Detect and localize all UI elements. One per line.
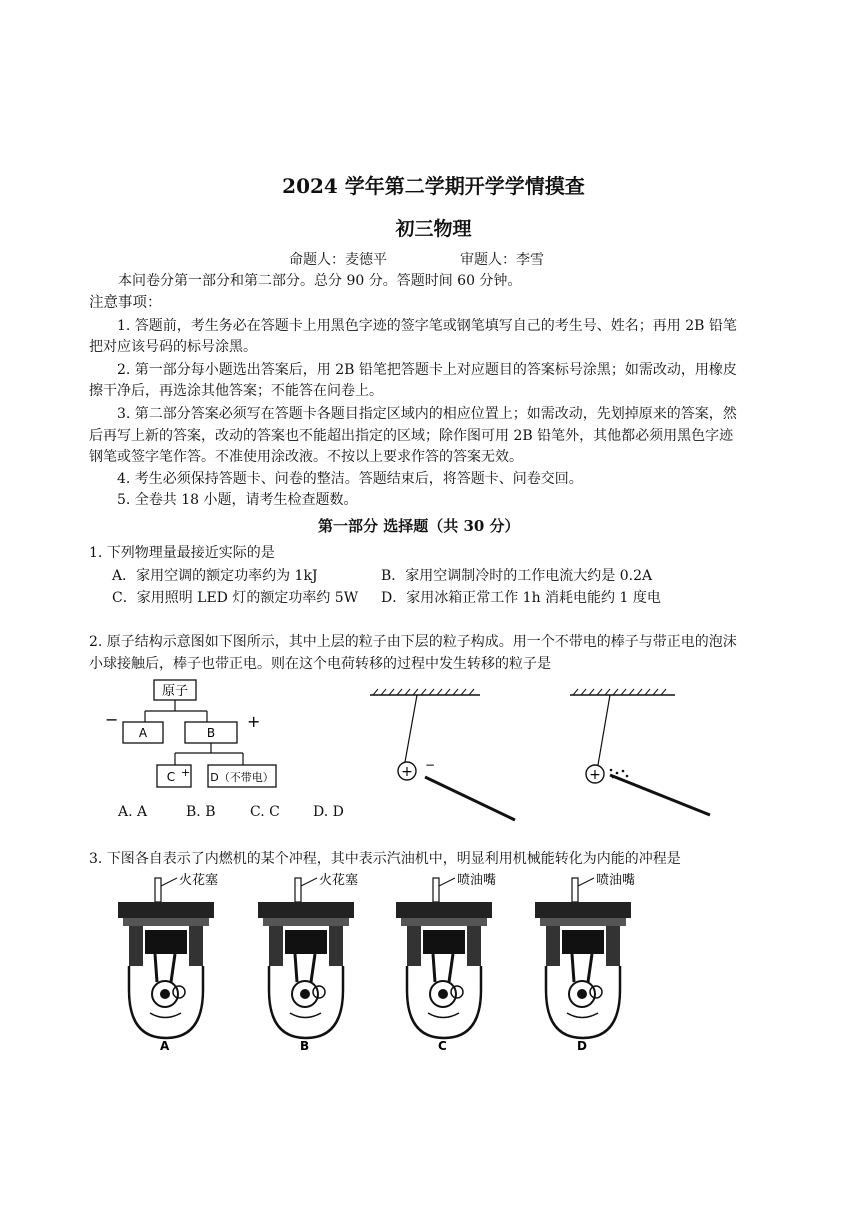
q2-option-a: A. A [118, 804, 148, 820]
engine-diagram [255, 870, 390, 1055]
atom-structure-diagram [95, 675, 315, 800]
engine-part-label: 火花塞 [179, 873, 219, 888]
engine-letter: B [300, 1039, 310, 1053]
note-line: 4. 考生必须保持答题卡、问卷的整洁。答题结束后，将答题卡、问卷交回。 [117, 471, 583, 487]
exam-title: 2024 学年第二学期开学学情摸查 [282, 174, 585, 198]
setter: 命题人：麦德平 [289, 252, 387, 268]
particle-d-label: D（不带电） [210, 771, 274, 784]
q3-stem: 3. 下图各自表示了内燃机的某个冲程，其中表示汽油机中，明显利用机械能转化为内能的冲程是 [89, 851, 681, 867]
engine-part-label: 喷油嘴 [457, 873, 497, 888]
note-line: 1. 答题前，考生务必在答题卡上用黑色字迹的签字笔或钢笔填写自己的考生号、姓名；再用 2B 铅笔 [117, 318, 737, 334]
engine-diagram [532, 870, 667, 1055]
engine-part-label: 喷油嘴 [596, 873, 636, 888]
engine-diagram [393, 870, 528, 1055]
q2-option-d: D. D [313, 804, 344, 820]
q2-stem: 2. 原子结构示意图如下图所示，其中上层的粒子由下层的粒子构成。用一个不带电的棒子与带正电的泡沫 [89, 634, 737, 650]
charged-ball-diagrams [365, 685, 715, 845]
ball-charge-sign: + [589, 767, 601, 783]
note-line: 3. 第二部分答案必须写在答题卡各题目指定区域内的相应位置上；如需改动，先划掉原来的答案，然 [117, 406, 737, 422]
plus-sign: + [247, 712, 261, 731]
q1-option-c: C．家用照明 LED 灯的额定功率约 5W [112, 590, 359, 606]
minus-sign: − [105, 710, 119, 729]
engine-letter: C [438, 1039, 447, 1053]
section-heading: 第一部分 选择题（共 30 分） [318, 517, 520, 535]
q1-option-a: A．家用空调的额定功率约为 1kJ [112, 568, 318, 584]
note-line: 把对应该号码的标号涂黑。 [89, 339, 257, 355]
subject-title: 初三物理 [395, 218, 472, 240]
engine-letter: D [577, 1039, 587, 1053]
rod-charge-sign: − [425, 758, 436, 772]
q1-option-b: B．家用空调制冷时的工作电流大约是 0.2A [381, 568, 653, 584]
particle-b-label: B [206, 726, 216, 740]
q2-stem-cont: 小球接触后，棒子也带正电。则在这个电荷转移的过程中发生转移的粒子是 [89, 656, 551, 672]
atom-root-label: 原子 [161, 684, 189, 699]
note-line: 5. 全卷共 18 小题，请考生检查题数。 [117, 492, 358, 508]
notes-heading: 注意事项： [89, 295, 162, 311]
reviewer: 审题人：李雪 [460, 252, 544, 268]
q1-stem: 1. 下列物理量最接近实际的是 [89, 545, 275, 561]
q1-option-d: D．家用冰箱正常工作 1h 消耗电能约 1 度电 [381, 590, 661, 606]
ball-charge-sign: + [401, 764, 413, 780]
q2-option-c: C. C [250, 804, 280, 820]
note-line: 2. 第一部分每小题选出答案后，用 2B 铅笔把答题卡上对应题目的答案标号涂黑；如需改动，用橡皮 [117, 362, 737, 378]
note-line: 钢笔或签字笔作答。不准使用涂改液。不按以上要求作答的答案无效。 [89, 449, 523, 465]
note-line: 后再写上新的答案，改动的答案也不能超出指定的区域；除作图可用 2B 铅笔外，其他都必须用黑色字迹 [89, 428, 734, 444]
engine-letter: A [160, 1039, 170, 1053]
particle-a-label: A [138, 726, 148, 740]
particle-c-label: C [166, 770, 176, 784]
q2-option-b: B. B [186, 804, 216, 820]
note-line: 擦干净后，再选涂其他答案；不能答在问卷上。 [89, 383, 383, 399]
engine-part-label: 火花塞 [319, 873, 359, 888]
engine-diagram [115, 870, 250, 1055]
intro: 本问卷分第一部分和第二部分。总分 90 分。答题时间 60 分钟。 [118, 273, 522, 289]
particle-c-plus: + [181, 766, 191, 779]
